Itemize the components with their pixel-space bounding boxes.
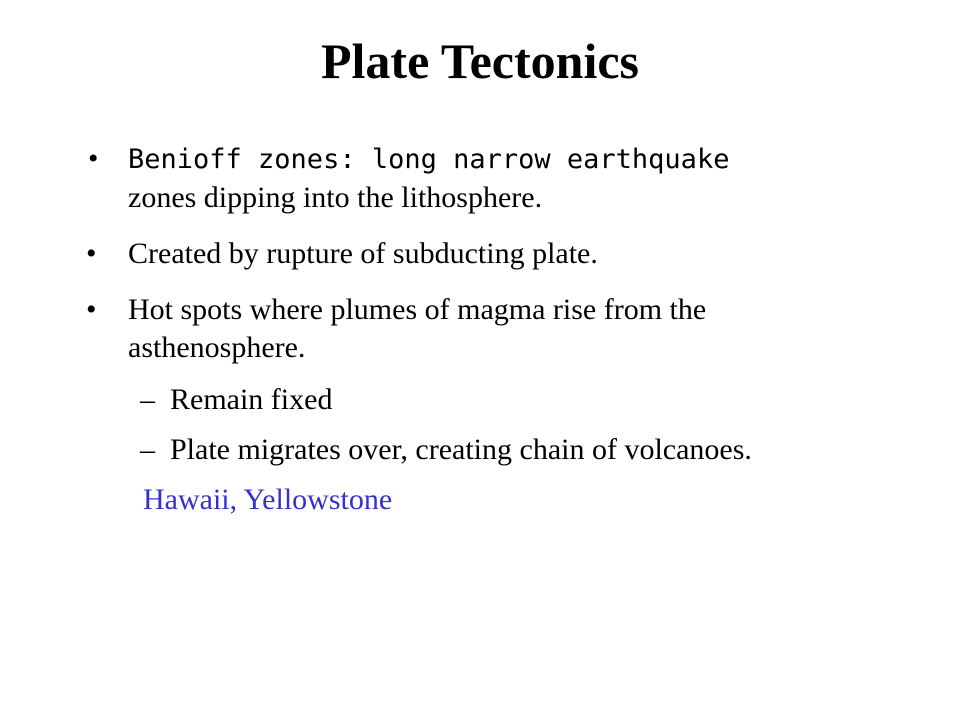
subbullet-plate-migrates (86, 431, 886, 469)
bullet-marker: • (86, 293, 97, 326)
bullet-benioff-zones (86, 140, 886, 217)
subbullet-text: Remain fixed (170, 383, 333, 416)
examples-note: Hawaii, Yellowstone (143, 483, 393, 516)
bullet-rupture (86, 235, 886, 273)
subbullet-remain-fixed (86, 381, 886, 419)
subbullet-marker: – (140, 383, 155, 416)
slide-body (86, 140, 886, 519)
bullet-continuation-text: zones dipping into the lithosphere. (128, 181, 543, 214)
bullet-lead-text: Benioff zones: long narrow earthquake (128, 144, 730, 175)
subbullet-text: Plate migrates over, creating chain of volcanoes. (170, 433, 752, 466)
bullet-text: Hot spots where plumes of magma rise from the asthenosphere. (128, 293, 707, 364)
bullet-text: Created by rupture of subducting plate. (128, 237, 598, 270)
subbullet-marker: – (140, 433, 155, 466)
slide-title: Plate Tectonics (320, 33, 640, 89)
bullet-marker: • (86, 237, 97, 270)
bullet-marker: • (86, 145, 101, 173)
bullet-hot-spots (86, 291, 886, 367)
